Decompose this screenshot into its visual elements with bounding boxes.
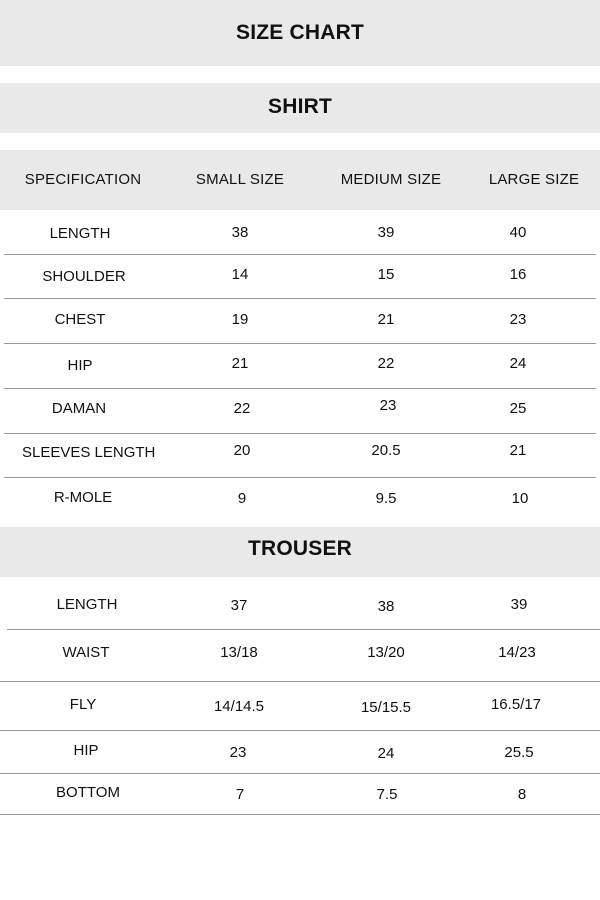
trouser-section-title: TROUSER [247, 537, 353, 560]
row-divider [4, 254, 596, 255]
header-medium-size: MEDIUM SIZE [340, 171, 442, 188]
row-divider [7, 629, 600, 630]
large-value: 39 [510, 596, 528, 613]
spec-label: SHOULDER [42, 268, 126, 285]
large-value: 14/23 [498, 644, 536, 661]
spec-label: CHEST [54, 311, 106, 328]
large-value: 23 [509, 311, 527, 328]
medium-value: 13/20 [367, 644, 405, 661]
medium-value: 22 [377, 355, 395, 372]
spec-label: WAIST [62, 644, 110, 661]
shirt-section-title: SHIRT [268, 95, 332, 118]
small-value: 38 [231, 224, 249, 241]
large-value: 25 [509, 400, 527, 417]
large-value: 24 [509, 355, 527, 372]
spec-label: FLY [69, 696, 97, 713]
spec-label: DAMAN [51, 400, 107, 417]
row-divider [0, 681, 600, 682]
small-value: 19 [231, 311, 249, 328]
row-divider [4, 343, 596, 344]
medium-value: 20.5 [371, 442, 401, 459]
large-value: 16.5/17 [490, 696, 542, 713]
small-value: 9 [237, 490, 247, 507]
row-divider [4, 388, 596, 389]
row-divider [4, 433, 596, 434]
spec-label: HIP [73, 742, 99, 759]
spec-label: SLEEVES LENGTH [22, 444, 156, 461]
header-large-size: LARGE SIZE [488, 171, 580, 188]
spec-label: BOTTOM [56, 784, 120, 801]
small-value: 13/18 [220, 644, 258, 661]
spec-label: LENGTH [49, 225, 111, 242]
page-title: SIZE CHART [236, 21, 364, 44]
row-divider [0, 730, 600, 731]
medium-value: 7.5 [376, 786, 398, 803]
large-value: 21 [509, 442, 527, 459]
row-divider [0, 773, 600, 774]
header-specification: SPECIFICATION [24, 171, 142, 188]
large-value: 40 [509, 224, 527, 241]
small-value: 14 [231, 266, 249, 283]
small-value: 21 [231, 355, 249, 372]
small-value: 23 [229, 744, 247, 761]
spec-label: HIP [67, 357, 93, 374]
large-value: 8 [517, 786, 527, 803]
medium-value: 15/15.5 [360, 699, 412, 716]
large-value: 25.5 [504, 744, 534, 761]
small-value: 7 [235, 786, 245, 803]
large-value: 10 [511, 490, 529, 507]
small-value: 14/14.5 [213, 698, 265, 715]
spec-label: R-MOLE [53, 489, 113, 506]
row-divider [4, 298, 596, 299]
medium-value: 23 [379, 397, 397, 414]
medium-value: 39 [377, 224, 395, 241]
row-divider [4, 477, 596, 478]
medium-value: 24 [377, 745, 395, 762]
small-value: 20 [233, 442, 251, 459]
medium-value: 9.5 [375, 490, 397, 507]
medium-value: 21 [377, 311, 395, 328]
small-value: 37 [230, 597, 248, 614]
medium-value: 15 [377, 266, 395, 283]
medium-value: 38 [377, 598, 395, 615]
spec-label: LENGTH [56, 596, 118, 613]
small-value: 22 [233, 400, 251, 417]
header-small-size: SMALL SIZE [195, 171, 285, 188]
large-value: 16 [509, 266, 527, 283]
row-divider [0, 814, 600, 815]
